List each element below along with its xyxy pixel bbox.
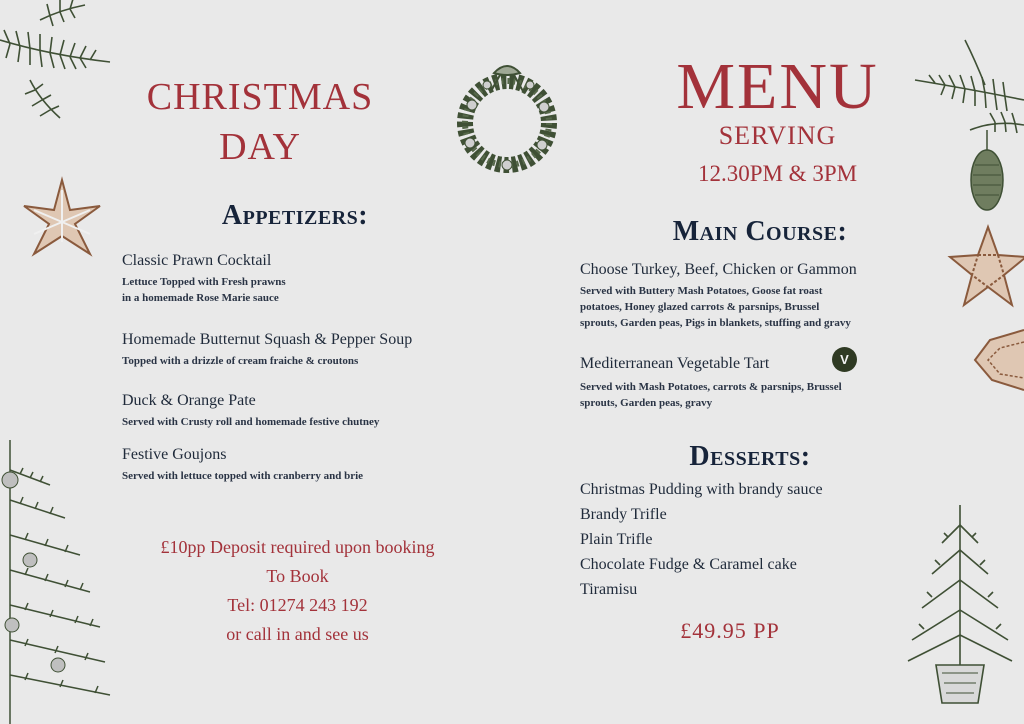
main-desc: sprouts, Garden peas, gravy <box>580 397 713 409</box>
appetizer-item <box>122 252 286 306</box>
gingerbread-star-icon <box>15 178 110 263</box>
wreath-icon <box>452 55 562 180</box>
appetizer-item <box>122 446 363 484</box>
title-christmas-day <box>115 72 405 172</box>
appetizer-name: Festive Goujons <box>122 446 227 463</box>
booking-info <box>110 533 485 649</box>
phone-number: Tel: 01274 243 192 <box>227 595 368 615</box>
main-desc: sprouts, Garden peas, Pigs in blankets, stuffing and gravy <box>580 317 851 329</box>
title-line-day: DAY <box>219 126 301 168</box>
appetizer-desc: Served with lettuce topped with cranberry and brie <box>122 470 364 482</box>
christmas-tree-icon <box>0 440 110 724</box>
desserts-list <box>580 477 823 602</box>
pine-branch-icon <box>905 30 1024 200</box>
main-desc: Served with Buttery Mash Potatoes, Goose fat roast <box>580 285 823 297</box>
serving-times: 12.30PM & 3PM <box>697 161 858 186</box>
deposit-text: £10pp Deposit required upon booking <box>160 537 435 557</box>
main-item <box>580 261 857 331</box>
dessert-item: Christmas Pudding with brandy sauce <box>580 481 823 498</box>
gingerbread-star-icon <box>970 320 1024 400</box>
appetizers-heading: Appetizers: <box>221 200 369 231</box>
appetizer-desc: in a homemade Rose Marie sauce <box>122 292 279 304</box>
dessert-item: Brandy Trifle <box>580 506 667 523</box>
gingerbread-star-icon <box>948 222 1024 312</box>
main-desc: Served with Mash Potatoes, carrots & parsnips, Brussel <box>580 381 842 393</box>
dessert-item: Plain Trifle <box>580 531 653 548</box>
appetizer-name: Duck & Orange Pate <box>122 392 256 409</box>
call-in-text: or call in and see us <box>226 624 369 644</box>
to-book-text: To Book <box>266 566 329 586</box>
appetizer-item <box>122 392 379 430</box>
main-course-heading: Main Course: <box>672 216 848 247</box>
appetizer-desc: Topped with a drizzle of cream fraiche & croutons <box>122 355 359 367</box>
serving-label: SERVING <box>718 121 837 150</box>
appetizer-desc: Served with Crusty roll and homemade festive chutney <box>122 416 380 428</box>
vegetarian-badge: V <box>832 347 857 372</box>
main-desc: potatoes, Honey glazed carrots & parsnips, Brussel <box>580 301 820 313</box>
pine-branch-icon <box>0 0 120 120</box>
appetizer-item <box>122 331 412 369</box>
dessert-item: Tiramisu <box>580 581 638 598</box>
appetizer-name: Classic Prawn Cocktail <box>122 252 272 269</box>
title-menu: MENU <box>676 50 879 123</box>
appetizer-name: Homemade Butternut Squash & Pepper Soup <box>122 331 413 348</box>
desserts-heading: Desserts: <box>689 441 811 472</box>
christmas-tree-icon <box>900 505 1020 705</box>
main-name: Mediterranean Vegetable Tart <box>580 355 770 372</box>
dessert-item: Chocolate Fudge & Caramel cake <box>580 556 797 573</box>
appetizer-desc: Lettuce Topped with Fresh prawns <box>122 276 286 288</box>
main-item <box>580 355 842 411</box>
title-line-christmas: CHRISTMAS <box>146 76 374 118</box>
menu-price: £49.95 PP <box>680 618 780 643</box>
main-name: Choose Turkey, Beef, Chicken or Gammon <box>580 261 857 278</box>
